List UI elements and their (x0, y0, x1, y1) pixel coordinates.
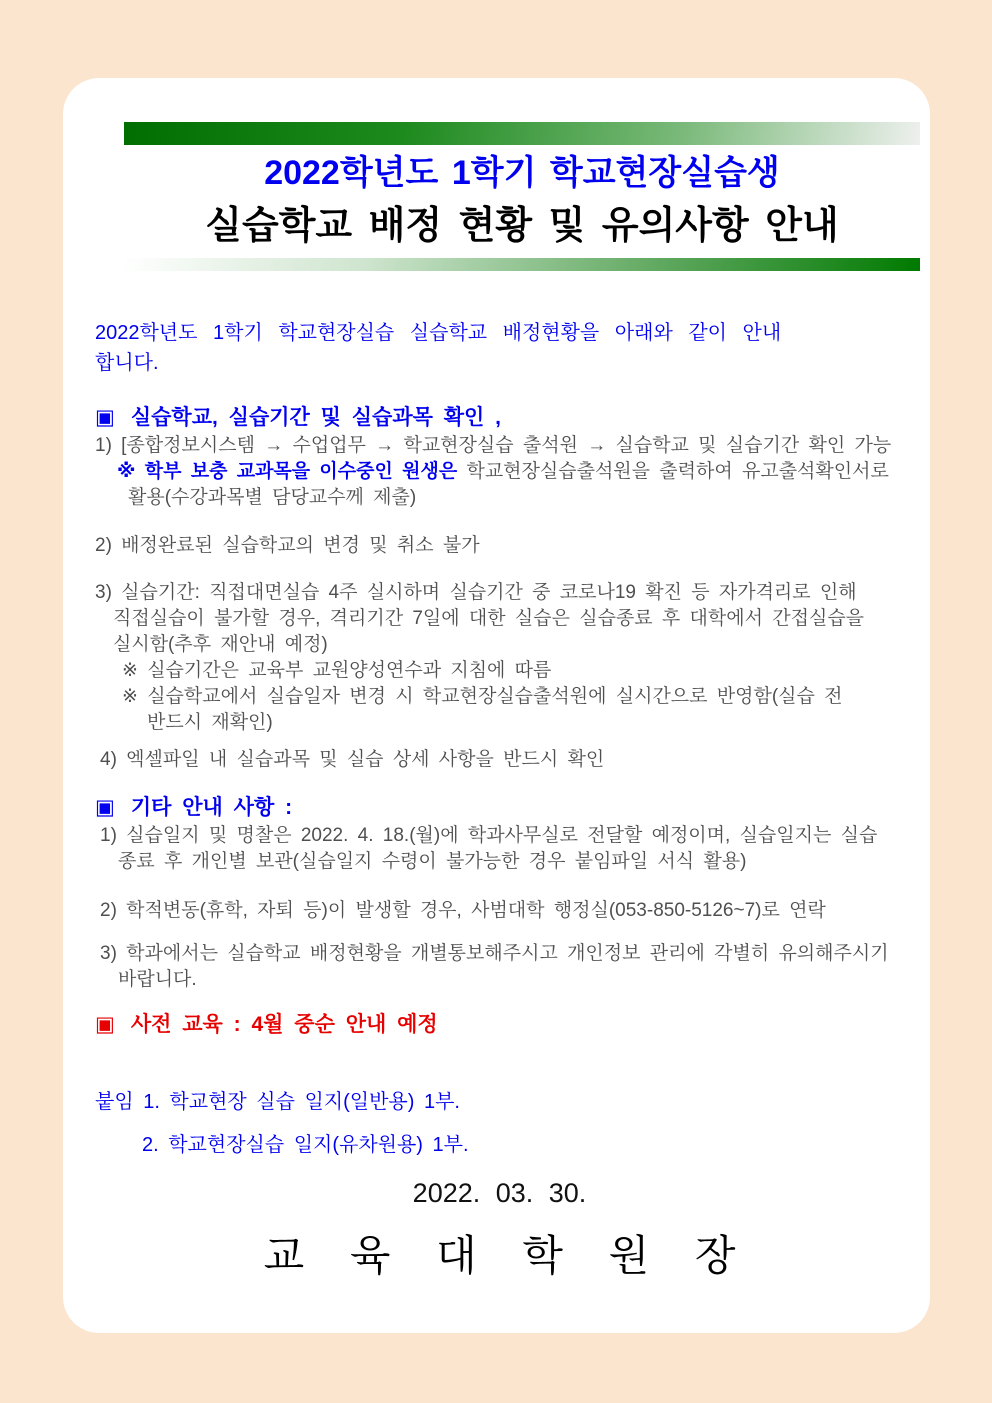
section2-item1-line2: 종료 후 개인별 보관(실습일지 수령이 불가능한 경우 붙임파일 서식 활용) (118, 851, 747, 872)
section1-item1-note-line2: 활용(수강과목별 담당교수께 제출) (128, 487, 417, 508)
signature-title: 교 육 대 학 원 장 (263, 1232, 736, 1279)
header-gradient-bar-bottom (124, 258, 920, 271)
section1-item1-note-highlight: ※ 학부 보충 교과목을 이수중인 원생은 (117, 461, 458, 482)
section1-item3-line1: 3) 실습기간: 직접대면실습 4주 실시하며 실습기간 중 코로나19 확진 등 자가격리로 인해 (95, 582, 857, 603)
section1-item1-line1: 1) [종합정보시스템 → 수업업무 → 학교현장실습 출석원 → 실습학교 및 실습기간 확인 가능 (95, 435, 892, 456)
section1-heading-label: 실습학교, 실습기간 및 실습과목 확인 , (130, 406, 501, 429)
section2-item3-line1: 3) 학과에서는 실습학교 배정현황을 개별통보해주시고 개인정보 관리에 각별히 유의해주시기 (100, 943, 889, 964)
document-title-line1: 2022학년도 1학기 학교현장실습생 (264, 154, 780, 192)
section1-item3-note1: ※ 실습기간은 교육부 교원양성연수과 지침에 따름 (122, 660, 552, 681)
section1-item2: 2) 배정완료된 실습학교의 변경 및 취소 불가 (95, 535, 480, 556)
section2-item2: 2) 학적변동(휴학, 자퇴 등)이 발생할 경우, 사범대학 행정실(053-850-5126~7)로 연락 (100, 900, 826, 921)
section1-item4: 4) 엑셀파일 내 실습과목 및 실습 상세 사항을 반드시 확인 (100, 749, 605, 770)
section3-heading (95, 1012, 904, 1038)
square-bullet-icon: ▣ (95, 406, 115, 429)
section2-item3-line2: 바랍니다. (118, 969, 197, 990)
document-title-line2: 실습학교 배정 현황 및 유의사항 안내 (205, 205, 839, 247)
section2-heading (95, 795, 904, 821)
intro-paragraph-line2: 합니다. (95, 352, 159, 374)
section1-item3-note2-line2: 반드시 재확인) (147, 712, 273, 733)
section2-item1-line1: 1) 실습일지 및 명찰은 2022. 4. 18.(월)에 학과사무실로 전달할 예정이며, 실습일지는 실습 (100, 825, 878, 846)
square-bullet-icon: ▣ (95, 1013, 115, 1036)
section1-item1-note (117, 459, 904, 485)
document-card (63, 78, 930, 1333)
section3-heading-label: 사전 교육 : 4월 중순 안내 예정 (130, 1013, 438, 1036)
section1-item1-note-rest: 학교현장실습출석원을 출력하여 유고출석확인서로 (457, 461, 889, 482)
header-gradient-bar-top (124, 122, 920, 145)
square-bullet-icon: ▣ (95, 796, 115, 819)
attachment-line1: 붙임 1. 학교현장 실습 일지(일반용) 1부. (95, 1091, 460, 1113)
section2-heading-label: 기타 안내 사항 : (130, 796, 293, 819)
attachment-line2: 2. 학교현장실습 일지(유차원용) 1부. (142, 1134, 469, 1156)
section1-heading (95, 405, 904, 431)
document-title-block (124, 150, 920, 249)
document-date: 2022. 03. 30. (412, 1178, 587, 1208)
section1-item3-line3: 실시함(추후 재안내 예정) (113, 634, 328, 655)
document-body (63, 318, 930, 1278)
section1-item3-line2: 직접실습이 불가할 경우, 격리기간 7일에 대한 실습은 실습종료 후 대학에서 간접실습을 (113, 608, 865, 629)
intro-paragraph-line1: 2022학년도 1학기 학교현장실습 실습학교 배정현황을 아래와 같이 안내 (95, 322, 782, 344)
section1-item3-note2-line1: ※ 실습학교에서 실습일자 변경 시 학교현장실습출석원에 실시간으로 반영함(실습 전 (122, 686, 843, 707)
